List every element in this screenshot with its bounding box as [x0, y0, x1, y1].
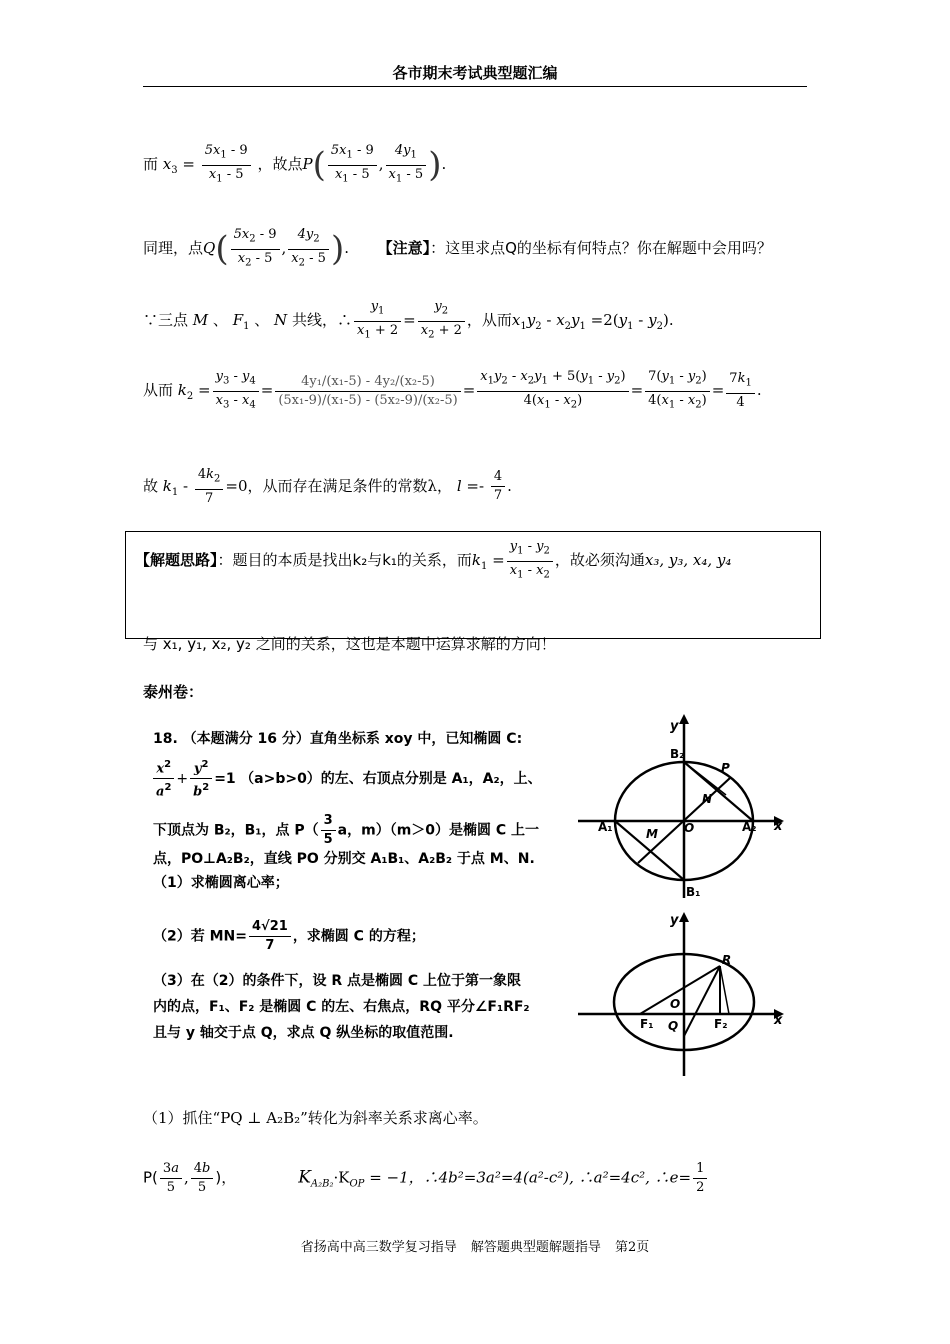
problem-line-7: （3）在（2）的条件下，设 R 点是椭圆 C 上位于第一象限 — [153, 973, 522, 989]
fig1-b2-label: B₂ — [670, 747, 685, 761]
fig2-y-label: y — [670, 913, 679, 928]
fig1-a1-label: A₁ — [598, 820, 613, 834]
fig1-m-label: M — [646, 827, 658, 841]
line-q-point: 同理，点Q( $\frac{5x_2 - 9}{x_2 - 5}$ , $\frac{4y_2}{x_2 - 5}$ ). 【注意】：这里求点Q的坐标有何特点？你在解题中会用吗？ — [143, 227, 772, 270]
solution-line-1: （1）抓住“PQ ⊥ A₂B₂”转化为斜率关系求离心率。 — [143, 1109, 488, 1127]
problem-line-9: 且与 y 轴交于点 Q，求点 Q 纵坐标的取值范围. — [153, 1025, 454, 1041]
section-title: 泰州卷： — [143, 683, 204, 701]
fig1-a2-label: A₂ — [742, 820, 757, 834]
problem-line-4: 点，PO⊥A₂B₂，直线 PO 分别交 A₁B₁、A₂B₂ 于点 M、N. — [153, 851, 535, 867]
page-footer: 省扬高中高三数学复习指导 解答题典型题解题指导 第2页 — [300, 1240, 650, 1255]
fig1-y-label: y — [670, 719, 679, 734]
line-lambda: 故 $k_1$ - $\frac{4k_2}{7}$ =0，从而存在满足条件的常数λ， l =- $\frac{4}{7}$ . — [143, 467, 512, 506]
problem-line-5: （1）求椭圆离心率； — [153, 875, 289, 891]
problem-line-8: 内的点，F₁、F₂ 是椭圆 C 的左、右焦点，RQ 平分∠F₁RF₂ — [153, 999, 530, 1015]
problem-line-1: 18. （本题满分 16 分）直角坐标系 xoy 中，已知椭圆 C: — [153, 731, 523, 747]
page-header-title: 各市期末考试典型题汇编 — [392, 64, 558, 82]
fig1-x-label: x — [774, 819, 783, 834]
fig2-o-label: O — [670, 997, 681, 1011]
line-k2: 从而 $k_2$ = $\frac{y_3 - y_4}{x_3 - x_4}$ = $\frac{\text{4y₁/(x₁-5) - 4y₂/(x₂-5)}}{\text{(5x₁-9)/(x₁-5) - (5x₂-9)/(x₂-5)}}$ = $\frac{x_1y_2 - x_2y_1 + 5(y_1 - y_2)}{4(x_1 - x_2)}$ = $\frac{7(y_1 - y_2)}{4(x_1 - x_2)}$ = $\frac{7k_1}{4}$ . — [143, 369, 762, 411]
thinking-line2: 与 x₁, y₁, x₂, y₂ 之间的关系，这也是本题中运算求解的方向！ — [143, 635, 556, 653]
fig1-p-label: P — [721, 761, 730, 775]
fig2-f2-label: F₂ — [714, 1017, 728, 1031]
fig2-x-label: x — [774, 1013, 783, 1028]
fig1-n-label: N — [702, 792, 713, 806]
line-x3: 而 $x_3$ = $\frac{5x_1 - 9}{x_1 - 5}$ ，故点P( $\frac{5x_1 - 9}{x_1 - 5}$ , $\frac{4y_1}{x_1 - 5}$ ). — [143, 143, 447, 186]
line-collinear: ∵三点 M 、 $F_1$ 、 N 共线，∴ $\frac{y_1}{x_1 + 2}$ = $\frac{y_2}{x_2 + 2}$ ，从而$x_1y_2 - x_2y_1 =2(y_1 - y_2)$. — [143, 299, 674, 341]
header-rule — [143, 86, 807, 87]
ellipse-figure-1 — [578, 708, 800, 900]
problem-line-2: $\frac{x^2}{a^2}$ + $\frac{y^2}{b^2}$ =1 （a>b>0）的左、右顶点分别是 A₁，A₂，上、 — [153, 756, 542, 802]
fig2-q-label: Q — [668, 1019, 679, 1033]
fig2-r-label: R — [722, 953, 732, 967]
solution-line-2: P( $\frac{3a}{5}$ , $\frac{4b}{5}$ )， $K_{A_2B_2}\cdot K_{OP} = -1$，∴4b²=3a²=4(a²-c²), ∴a²=4c², ∴e= $\frac{1}{2}$ — [143, 1160, 709, 1197]
fig2-f1-label: F₁ — [640, 1017, 654, 1031]
thinking-line1: 【解题思路】：题目的本质是找出k₂与k₁的关系，而$k_1$ = $\frac{y_1 - y_2}{x_1 - x_2}$ ，故必须沟通x₃, y₃, x₄, y₄ — [135, 539, 732, 581]
ellipse-figure-2 — [578, 904, 800, 1079]
fig1-o-label: O — [684, 821, 695, 835]
fig1-b1-label: B₁ — [686, 885, 701, 899]
problem-line-3: 下顶点为 B₂，B₁，点 P（ $\frac{3}{5}$ a，m）（m＞0）是椭圆 C 上一 — [153, 813, 540, 847]
problem-line-6: （2）若 MN= $\frac{4√21}{7}$ ，求椭圆 C 的方程； — [153, 919, 425, 953]
